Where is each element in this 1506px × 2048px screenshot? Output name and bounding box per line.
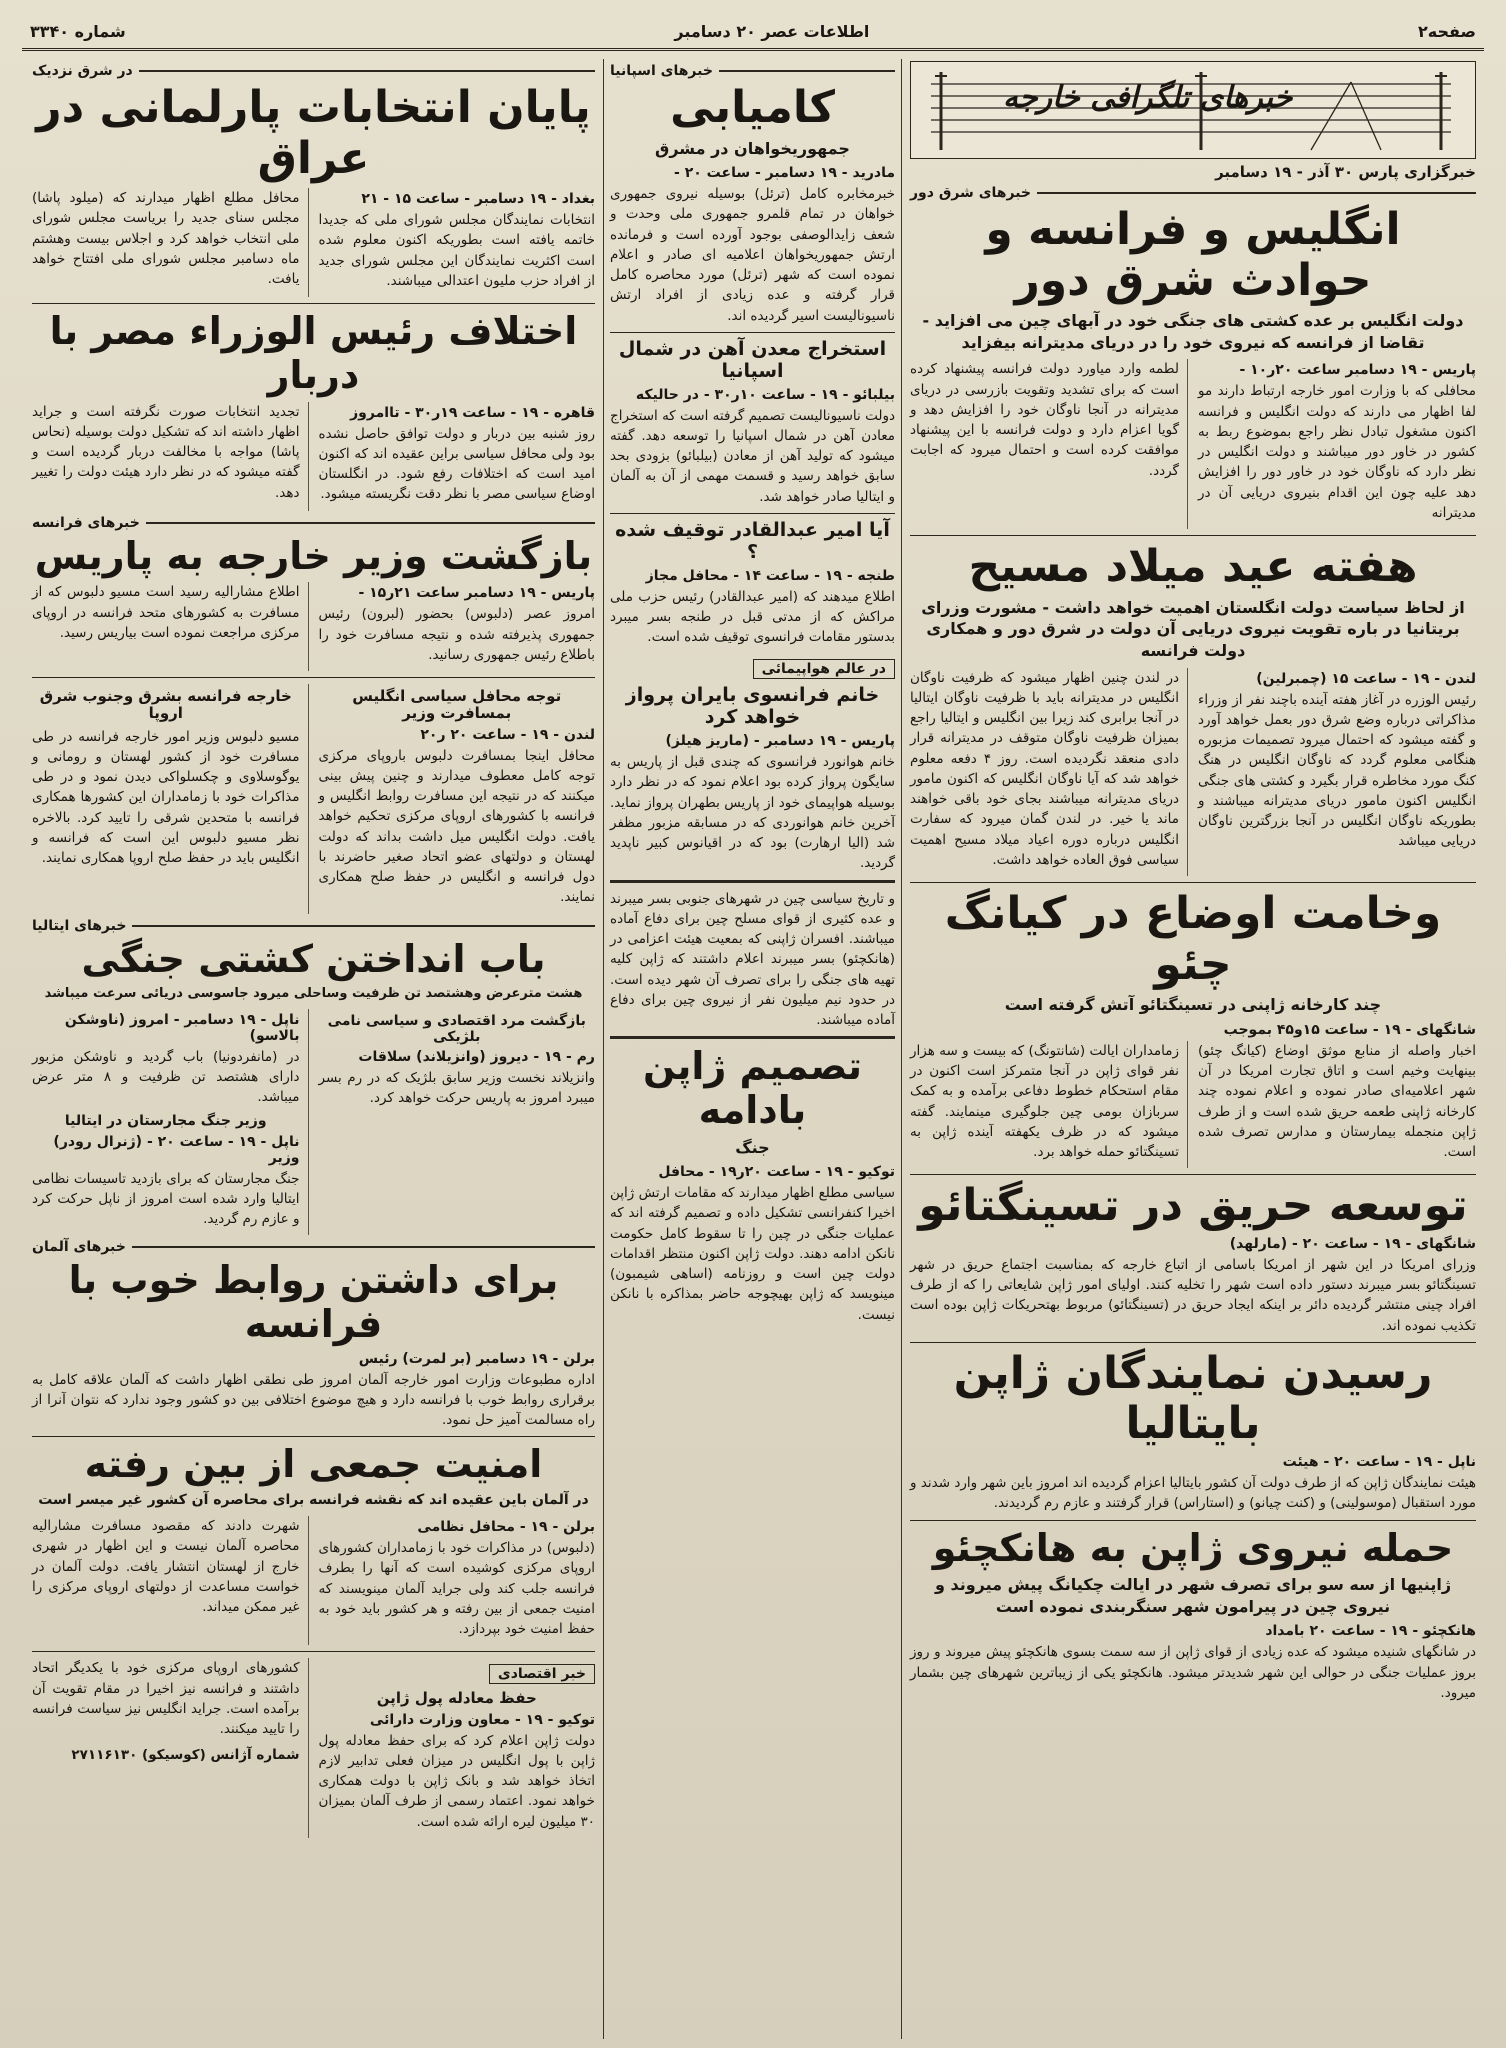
story-body-columns: [32, 1658, 595, 1838]
column-right: [902, 59, 1484, 2039]
story-dateline: شانگهای - ۱۹ - ساعت ۲۰ - (مارلهد): [1229, 1235, 1476, 1252]
story-dateline: توکیو - ۱۹ - ساعت ۲۰ر۱۹ - محافل: [658, 1164, 895, 1181]
story-headline: حمله نیروی ژاپن به هانکچئو: [932, 1525, 1454, 1570]
story-dateline: ناپل - ۱۹ - ساعت ۲۰ - هیئت: [1282, 1454, 1476, 1471]
story-deck: هشت مترعرض وهشتصد تن ظرفیت وساحلی میرود جاسوسی دریائی سرعت میباشد: [44, 986, 583, 1002]
story-paragraph: دولت ژاپن اعلام کرد که برای حفظ معادله پول ژاپن با پول انگلیس در میزان فعلی تدابیر لازم اتخاذ خواهد شد و بانک ژاپن با دولت همکاری خواهد نمود. اعتماد رسمی از طرف آلمان بمیزان ۳۰ میلیون لیره ارائه شده است.: [318, 1732, 595, 1830]
story-dateline: ناپل - ۱۹ - ساعت ۲۰ - (ژنرال رودر) وزیر: [53, 1133, 300, 1166]
story-dateline: قاهره - ۱۹ - ساعت ۱۹ر۳۰ - تاامروز: [350, 404, 595, 421]
page-label: صفحه۲: [1418, 21, 1476, 41]
story-paragraph: هیئت نمایندگان ژاپن که از طرف دولت آن کشور بایتالیا اعزام گردیده اند امروز باین شهر وارد شدند و مورد استقبال (موسولینی) و (کنت چیانو) و (استاراس) قرار گرفتند و عازم رم گردیدند.: [910, 1475, 1476, 1512]
story-paragraph: (دلبوس) در مذاکرات خود با زمامداران کشورهای اروپای مرکزی کوشیده است که آنها را بطرف فرانسه جلب کند ولی جراید آلمان مینویسند که امنیت جمعی از بین رفته و هر کشور باید خود به حفظ امنیت خود بپردازد.: [318, 1540, 595, 1638]
story-body-columns: [32, 582, 595, 671]
story-headline: کامیابی: [670, 82, 835, 133]
story-headline: وخامت اوضاع در کیانگ چئو: [944, 888, 1442, 990]
story-dateline: توکیو - ۱۹ - معاون وزارت دارائی: [369, 1711, 595, 1728]
story-body-columns: [32, 402, 595, 511]
story-headline: وزیر جنگ مجارستان در ایتالیا: [64, 1113, 267, 1130]
story-paragraph: انتخابات نمایندگان مجلس شورای ملی که جدیدا خاتمه یافته است بطوریکه اکنون معلوم شده است اکثریت نمایندگان این مجلس شورای جدید از افراد حزب ملیون اعتدالی میباشند.: [318, 212, 595, 289]
story-headline: خارجه فرانسه بشرق وجنوب شرق اروپا: [39, 687, 292, 723]
story-dateline: پاریس - ۱۹ دسامبر ساعت ۲۱ر۱۵ -: [358, 585, 595, 602]
story-headline: بازگشت مرد اقتصادی و سیاسی نامی بلژیکی: [327, 1012, 586, 1045]
story-headline: باب انداختن کشتی جنگی: [81, 936, 546, 981]
story-paragraph: و تاریخ سیاسی چین در شهرهای جنوبی بسر میبرند و عده کثیری از قوای مسلح چین برای دفاع آماده میباشند. افسران ژاپنی که بمعیت هیئت اعزامی در (هانکچئو) بسر میبرند اعلام داشتند که ژاپن کلیه تهیه های جنگی را برای تصرف آن شهر دیده است. در حدود نیم میلیون نفر از نیروی چین برای دفاع آماده میباشند.: [610, 890, 895, 1028]
section-france: خبرهای فرانسه: [32, 515, 595, 531]
section-germany: خبرهای آلمان: [32, 1239, 595, 1255]
story-dateline: برلن - ۱۹ - محافل نظامی: [417, 1519, 595, 1536]
story-paragraph: در لندن چنین اظهار میشود که ظرفیت ناوگان انگلیس در مدیترانه باید با ظرفیت ناوگان ایتالیا در آنجا برابری کند زیرا بین انگلیس و ایتالیا راجع بمیزان ظرفیت ناوگان متوقف در مدیترانه قرار دادی منعقد نگردیده است. روز ۴ دفعه معلوم خواهد شد که آیا ناوگان انگلیس که اکنون مامور دریای مدیترانه میباشند بجای خود باقی خواهند ماند یا خیر. در لندن گمان میرود که سفارت انگلیس درباره دوره اعیاد میلاد مسیح اهمیت سیاسی فوق العاده خواهد داشت.: [910, 669, 1180, 868]
story-headline: اختلاف رئیس الوزراء مصر با دربار: [49, 309, 578, 397]
story-body-columns: [32, 188, 595, 297]
story-dateline: بیلبائو - ۱۹ - ساعت ۱۰ر۳۰ - در حالیکه: [635, 386, 895, 403]
column-left: [24, 59, 604, 2039]
story-paragraph: اطلاع مشاراليه رسید است مسیو دلبوس که از مسافرت به کشورهای متحد فرانسه در اروپای مرکزی مراجعت نموده است بیاریس رسید.: [32, 584, 300, 641]
section-spain: خبرهای اسپانیا: [610, 63, 895, 79]
story-headline: خانم فرانسوی بایران پرواز خواهد کرد: [625, 684, 880, 729]
section-italy: خبرهای ایتالیا: [32, 918, 595, 934]
story-dateline: طنجه - ۱۹ - ساعت ۱۴ - محافل مجاز: [645, 567, 895, 584]
story-paragraph: در شانگهای شنیده میشود که عده زیادی از قوای ژاپن از سه سمت بسوی هانکچئو پیش میروند و روز بروز عملیات جنگی در حوالی این شهر شدیدتر میشود. هانکچئو یکی از زیباترین شهرهای چین بشمار میرود.: [910, 1644, 1476, 1701]
story-body-columns: [32, 1009, 595, 1236]
story-deck: چند کارخانه ژاپنی در تسینگتائو آتش گرفته است: [1004, 995, 1382, 1015]
story-dateline: پاریس - ۱۹ دسامبر ساعت ۲۰ر۱۰ -: [1239, 362, 1476, 379]
wire-date: خبرگزاری پارس ۳۰ آذر - ۱۹ دسامبر: [1215, 163, 1476, 181]
story-deck: دولت انگلیس بر عده کشتی های جنگی خود در آبهای چین می افزاید - تقاضا از فرانسه که نیروی خود را در دریای مدیترانه بیفزاید: [922, 311, 1464, 352]
story-body-columns: [910, 668, 1476, 877]
story-paragraph: روز شنبه بین دربار و دولت توافق حاصل نشده بود ولی محافل سیاسی براین عقیده اند که اکنون امید است که اختلافات رفع شود. در انگلستان اوضاع سیاسی مصر با نظر دقت نگریسته میشود.: [318, 425, 595, 503]
story-headline: آیا امیر عبدالقادر توقیف شده ؟: [615, 518, 890, 563]
story-paragraph: شهرت دادند که مقصود مسافرت مشاراليه محاصره آلمان نیست و این اظهار در شهری خارج از لهستان انتشار یافت. دولت آلمان در خواست مساعدت از دولتهای اروپای مرکزی را غیر ممکن میداند.: [32, 1518, 300, 1616]
masthead: [910, 61, 1476, 159]
story-paragraph: محافلی که با وزارت امور خارجه ارتباط دارند مو لفا اظهار می دارند که دولت انگلیس و فرانسه اکنون مشغول تبادل نظر راجع بموضوع ربط به کشور در خاور دور میباشند و دولت انگلیس در نظر دارد که ناوگان خود در خاور دور را افزایش دهد علیه چون این اقدام بنیروی دریایی آن در مدیترانه: [1198, 383, 1476, 521]
story-paragraph: خانم هوانورد فرانسوی که چندی قبل از پاریس به سایگون پرواز کرده بود اعلام نمود که در نظر دارد بوسیله هواپیمای خود از پاریس بطهران پرواز نماید. آخرین خانم هوانوردی که در مسابقه مزبور مظفر شد (الیا ارهارت) بود که در اقیانوس کبیر ناپدید گردید.: [610, 754, 895, 872]
story-body-columns: [32, 684, 595, 914]
story-headline: پایان انتخابات پارلمانی در عراق: [36, 82, 591, 184]
story-headline: حفظ معادله پول ژاپن: [376, 1689, 537, 1708]
story-paragraph: اخبار واصله از منابع موثق اوضاع (کیانگ چئو) بینهایت وخیم است و اتاق تجارت امریکا در آن شهر اعلامیه‌ای صادر نموده و اعلام نموده چند کارخانه ژاپنی طعمه حریق شده است و از طرف ژاپن منجمله بیمارستان و مدارس تصرف شده است.: [1198, 1042, 1476, 1161]
story-deck: جنگ: [735, 1137, 770, 1157]
story-deck: جمهوریخواهان در مشرق: [655, 138, 850, 158]
story-deck: از لحاظ سیاست دولت انگلستان اهمیت خواهد داشت - مشورت وزرای بریتانیا در باره تقویت نیروی دریایی آن دولت در شرق دور و همکاری دولت فرانسه: [921, 597, 1465, 660]
story-deck: در آلمان باین عقیده اند که نقشه فرانسه برای محاصره آن کشور غیر میسر است: [38, 1492, 589, 1509]
story-dateline: لندن - ۱۹ - ساعت ۲۰ ر۲۰: [420, 726, 595, 743]
story-headline: امنیت جمعی از بین رفته: [84, 1442, 543, 1487]
section-economy: خبر اقتصادی: [489, 1664, 595, 1684]
story-headline: توجه محافل سیاسی انگلیس بمسافرت وزیر: [352, 687, 562, 723]
folio-bar: [22, 18, 1484, 51]
story-deck: ژاپنیها از سه سو برای تصرف شهر در ایالت چکیانگ پیش میروند و نیروی چین در پیرامون شهر سنگربندی نموده است: [934, 1575, 1452, 1616]
story-paragraph: زمامداران ایالت (شانتونگ) که بیست و سه هزار نفر قوای ژاپن در آنجا متمرکز است اکنون در مقام استحکام خطوط دفاعی برآمده و به کمک سربازان بومی چین جلوگیری مینمایند. گفته میشود که در ظرف یکهفته آینده ژاپن به تسینگتائو حمله خواهد برد.: [910, 1042, 1179, 1161]
story-paragraph: امروز عصر (دلبوس) بحضور (لبرون) رئیس جمهوری پذیرفته شده و نتیجه مسافرت خود را باطلاع رئیس جمهوری رسانید.: [318, 606, 595, 663]
section-far-east: خبرهای شرق دور: [910, 185, 1476, 201]
story-body-columns: [910, 359, 1476, 529]
story-dateline: پاریس - ۱۹ دسامبر - (ماریز هیلز): [665, 733, 895, 749]
story-dateline: هانکچئو - ۱۹ - ساعت ۲۰ بامداد: [1265, 1623, 1476, 1640]
story-headline: بازگشت وزیر خارجه به پاریس: [34, 533, 593, 578]
story-paragraph: کشورهای اروپای مرکزی خود با یکدیگر اتحاد داشتند و فرانسه نیز اخیرا در مقام تقویت آن برآمده است. جراید انگلیس نیز سیاست فرانسه را تایید میکنند.: [32, 1660, 300, 1738]
story-headline: تصمیم ژاپن بادامه: [642, 1044, 863, 1132]
story-dateline: لندن - ۱۹ - ساعت ۱۵ (چمبرلین): [1256, 670, 1476, 687]
story-paragraph: مسیو دلبوس وزیر امور خارجه فرانسه در طی مسافرت خود از کشور لهستان و رومانی و یوگوسلاوی و چکسلواکی دیدن نمود و در طی مذاکرات خود با زمامداران این کشورها همکاری فرانسه با متحدین شرقی را تایید کرد. بالاخره نظر مسیو دلبوس این است که فرانسه و انگلیس باید در حفظ صلح اروپا همکاری نمایند.: [32, 728, 300, 866]
story-paragraph: جنگ مجارستان که برای بازدید تاسیسات نظامی ایتالیا وارد شده است امروز از ناپل حرکت کرد و عازم رم گردید.: [32, 1170, 300, 1228]
story-headline: استخراج معدن آهن در شمال اسپانیا: [618, 337, 887, 382]
story-paragraph: محافل مطلع اظهار میدارند که (میلود پاشا) مجلس سنای جدید را بریاست مجلس شورای ملی انتخاب خواهد کرد و اجلاس بیست وهشتم ماه دسامبر مجلس شورای ملی افتتاح خواهد یافت.: [32, 190, 300, 288]
story-body-columns: [910, 1041, 1476, 1169]
section-near-east: در شرق نزدیک: [32, 63, 595, 79]
story-paragraph: تجدید انتخابات صورت نگرفته است و جراید اظهار داشته اند که تشکیل دولت بوسیله (نحاس پاشا) مواجه با مخالفت دربار گردیده است و گفته میشود که در نظر دارد هیئت دولت را تغییر دهد.: [32, 403, 300, 501]
column-middle: [604, 59, 902, 2039]
story-paragraph: وزرای امریکا در این شهر از امریکا باسامی از اتباع خارجه که بمناسبت اجتماع حریق در شهر تسینگتائو بسر میبرند دستور داده است شهر را تخلیه کنند. اولیای امور ژاپن شایعاتی را که از طرف افراد چینی منتشر گردیده دائر بر اینکه ایجاد حریق در (تسینگتائو) مربوط بهتحریکات ژاپن بوده است تکذیب نموده اند.: [910, 1256, 1476, 1334]
story-headline: برای داشتن روابط خوب با فرانسه: [68, 1258, 559, 1347]
story-dateline: مادرید - ۱۹ دسامبر - ساعت ۲۰ -: [674, 165, 895, 182]
story-paragraph: اداره مطبوعات وزارت امور خارجه آلمان امروز طی نطقی اظهار داشت که آلمان علاقه کامل به برقراری روابط خوب با فرانسه دارد و هیچ موضوع اختلافی بین دو کشور وجود ندارد که نتوان آنرا از راه مسالمت آمیز حل نمود.: [32, 1371, 595, 1429]
columns: [22, 59, 1484, 2039]
story-paragraph: خبرمخابره کامل (ترئل) بوسیله نیروی جمهوری خواهان در تمام قلمرو جمهوری ملی وحدت و شعف زایدالوصفی بوجود آورده است و فرمانده ارتش جمهوریخواهان اعلامیه ای صادر و اعلام نموده است که شهر (ترئل) مورد محاصره کامل قرار گرفته و عده زیادی از افراد ارتش ناسیونالیست اسیر گردیده اند.: [610, 186, 895, 324]
story-dateline: ناپل - ۱۹ دسامبر - امروز (ناوشکن بالاسو): [64, 1011, 300, 1044]
story-headline: رسیدن نمایندگان ژاپن بایتالیا: [953, 1347, 1433, 1450]
story-paragraph: سیاسی مطلع اظهار میدارند که مقامات ارتش ژاپن اخیرا کنفرانسی تشکیل داده و تصمیم گرفته اند که عملیات جنگی در چین را تا سقوط کامل حکومت نانکن ادامه دهند. دولت ژاپن اکنون منتظر اقدامات دولت چین است و روزنامه (اساهی شیمبون) مینویسد که ژاپن بهیچوجه حاضر بمذاکره با نانکن نیست.: [610, 1185, 895, 1323]
story-dateline: بغداد - ۱۹ دسامبر - ساعت ۱۵ - ۲۱: [361, 191, 595, 208]
story-paragraph: دولت ناسیونالیست تصمیم گرفته است که استخراج معادن آهن در شمال اسپانیا را توسعه دهد. گفته میشود که تولید آهن از معادن (بیلبائو) بزودی بحد سابق خواهد رسید و قسمت مهمی از آن به آلمان و ایتالیا صادر خواهد شد.: [610, 407, 895, 505]
story-dateline: شانگهای - ۱۹ - ساعت ۱۵و۴۵ بموجب: [1223, 1021, 1476, 1038]
story-body-columns: [32, 1516, 595, 1645]
story-dateline: رم - ۱۹ - دیروز (وانزیلاند) سلاقات: [358, 1048, 595, 1065]
issue-number: شماره ۳۳۴۰: [30, 21, 126, 41]
section-aviation: در عالم هواپیمائی: [753, 659, 895, 679]
story-paragraph: وانزیلاند نخست وزیر سابق بلژیک که در رم بسر میبرد امروز به پاریس حرکت خواهد کرد.: [318, 1069, 595, 1107]
story-paragraph: اطلاع میدهند که (امیر عبدالقادر) رئیس حزب ملی مراکش که از مدتی قبل در طنجه بسر میبرد بدستور مقامات فرانسوی توقیف شده است.: [610, 588, 895, 646]
story-headline: توسعه حریق در تسینگتائو: [918, 1180, 1468, 1232]
story-headline: انگلیس و فرانسه و حوادث شرق دور: [985, 204, 1401, 306]
story-footer: شماره آژانس (کوسیکو) ۲۷۱۱۶۱۳۰: [71, 1747, 300, 1764]
story-paragraph: رئیس الوزره در آغاز هفته آینده باچند نفر از وزراء مذاکراتی درباره وضع شرق دور بعمل خواهد آورد و گفته میشود که احتمال میرود تصمیمات مزبوره هنگامی معلوم گردد که ناوگان انگلیس در هنگ کنگ مورد مخاطره قرار بگیرد و کشتی های جنگی انگلیس اکنون مامور دریای مدیترانه میباشند و بطوریکه ناوگان انگلیس در آنجا بزرگترین ناوگان دریایی میباشد: [1198, 691, 1476, 850]
story-paragraph: در (مانفردونیا) باب گردید و ناوشکن مزبور دارای هشتصد تن ظرفیت و ۸ متر عرض میباشد.: [32, 1048, 300, 1106]
story-paragraph: لطمه وارد میاورد دولت فرانسه پیشنهاد کرده است که برای تشدید وتقویت بازرسی در دریای مدیترانه در آنجا ناوگان خود را افزایش دهد و گویا اعزام دارد و دولت فرانسه با این پیشنهاد موافقت کرده است و احتمال میرود که اجابت گردد.: [910, 361, 1179, 479]
masthead-title: خبرهای تلگرافی خارجه: [1003, 80, 1293, 115]
story-dateline: برلن - ۱۹ دسامبر (بر لمرت) رئیس: [358, 1350, 595, 1367]
story-headline: هفته عید میلاد مسیح: [968, 541, 1418, 593]
story-paragraph: محافل اینجا بمسافرت دلبوس باروپای مرکزی توجه کامل معطوف میدارند و چنین پیش بینی میکنند که در نتیجه این مسافرت روابط انگلیس و فرانسه با کشورهای اروپای مرکزی تحکیم خواهد یافت. دولت انگلیس میل داشت بداند که دولت لهستان و دولتهای عضو اتحاد صغیر حاضرند با دول فرانسه و انگلیس در حفظ صلح همکاری نمایند.: [318, 747, 595, 906]
paper-date: اطلاعات عصر ۲۰ دسامبر: [674, 21, 870, 41]
